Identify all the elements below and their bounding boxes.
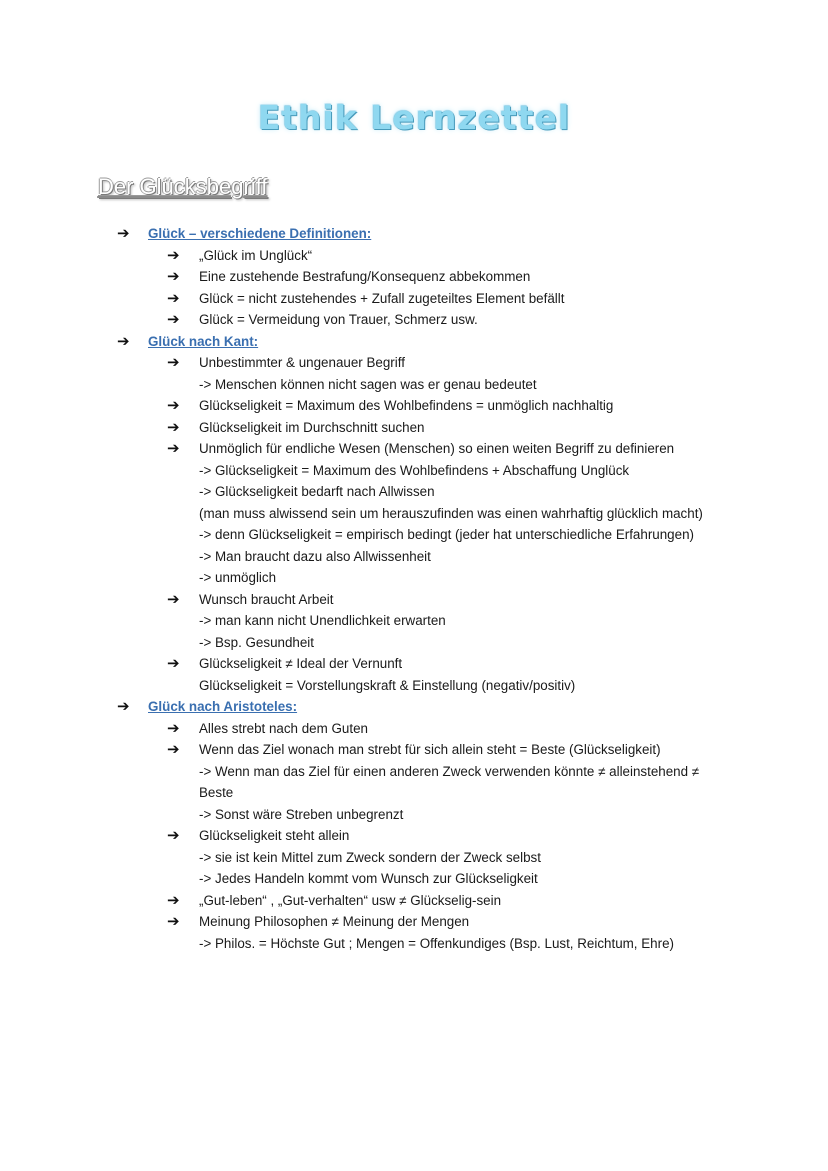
list-item-text: Eine zustehende Bestrafung/Konsequenz abbekommen: [199, 269, 531, 284]
list-item: [0, 890, 828, 912]
list-item: [0, 589, 828, 611]
list-item-text: Glückseligkeit = Maximum des Wohlbefindens = unmöglich nachhaltig: [199, 398, 614, 413]
arrow-right-icon: ➔: [167, 353, 180, 371]
list-item-text: -> Jedes Handeln kommt vom Wunsch zur Glückseligkeit: [199, 871, 538, 886]
arrow-right-icon: ➔: [167, 718, 180, 737]
list-item-text: Beste: [199, 785, 234, 800]
arrow-right-icon: ➔: [167, 396, 180, 414]
list-item-text: -> Glückseligkeit = Maximum des Wohlbefindens + Abschaffung Unglück: [199, 462, 630, 478]
list-item-text: -> Philos. = Höchste Gut ; Mengen = Offenkundiges (Bsp. Lust, Reichtum, Ehre): [199, 935, 674, 951]
list-item-text: -> Glückseligkeit bedarft nach Allwissen: [199, 484, 435, 499]
arrow-right-icon: ➔: [167, 826, 180, 844]
arrow-right-icon: ➔: [117, 331, 130, 350]
list-item-text: -> Man braucht dazu also Allwissenheit: [199, 548, 431, 564]
section-item: [0, 223, 828, 245]
arrow-right-icon: ➔: [117, 697, 130, 715]
list-item: [0, 288, 828, 310]
list-item: [0, 524, 828, 546]
list-item: [0, 417, 828, 439]
section-item: [0, 331, 828, 353]
list-item: [0, 911, 828, 933]
arrow-right-icon: ➔: [167, 439, 180, 457]
arrow-right-icon: ➔: [167, 310, 180, 328]
list-item: [0, 374, 828, 396]
list-item-text: -> Sonst wäre Streben unbegrenzt: [199, 806, 404, 822]
list-item-text: „Glück im Unglück“: [199, 247, 313, 263]
list-item: [0, 653, 828, 675]
list-item-text: Alles strebt nach dem Guten: [199, 720, 368, 736]
list-item: [0, 503, 828, 525]
arrow-right-icon: ➔: [167, 288, 180, 307]
arrow-right-icon: ➔: [167, 654, 180, 672]
list-item-text: „Gut-leben“ , „Gut-verhalten“ usw ≠ Glückselig-sein: [199, 892, 502, 908]
list-item: [0, 933, 828, 955]
list-item: [0, 782, 828, 804]
list-item: [0, 266, 828, 288]
list-item-text: Glückseligkeit ≠ Ideal der Vernunft: [199, 656, 403, 671]
list-item: [0, 718, 828, 740]
list-item-text: Glückseligkeit = Vorstellungskraft & Einstellung (negativ/positiv): [199, 677, 576, 693]
list-item-text: -> sie ist kein Mittel zum Zweck sondern der Zweck selbst: [199, 849, 541, 865]
arrow-right-icon: ➔: [167, 890, 180, 909]
arrow-right-icon: ➔: [117, 224, 130, 242]
list-item-text: Unmöglich für endliche Wesen (Menschen) so einen weiten Begriff zu definieren: [199, 441, 675, 456]
list-item-text: Glück = nicht zustehendes + Zufall zugeteiltes Element befällt: [199, 290, 565, 306]
arrow-right-icon: ➔: [167, 267, 180, 285]
list-item: [0, 395, 828, 417]
list-item: [0, 847, 828, 869]
list-item: [0, 610, 828, 632]
list-item-text: -> denn Glückseligkeit = empirisch bedingt (jeder hat unterschiedliche Erfahrungen): [199, 527, 694, 542]
list-item-text: -> Menschen können nicht sagen was er genau bedeutet: [199, 376, 537, 392]
list-item: [0, 460, 828, 482]
arrow-right-icon: ➔: [167, 245, 180, 264]
list-item-text: Unbestimmter & ungenauer Begriff: [199, 355, 405, 370]
list-item-text: Wunsch braucht Arbeit: [199, 591, 334, 607]
list-item-text: -> man kann nicht Unendlichkeit erwarten: [199, 613, 446, 628]
list-item: [0, 761, 828, 783]
notes-list: [0, 223, 828, 954]
list-item-text: Meinung Philosophen ≠ Meinung der Mengen: [199, 914, 470, 929]
section-item-label: Glück – verschiedene Definitionen:: [148, 226, 372, 241]
list-item: [0, 675, 828, 697]
arrow-right-icon: ➔: [167, 740, 180, 758]
list-item: [0, 804, 828, 826]
list-item-text: (man muss alwissend sein um herauszufinden was einen wahrhaftig glücklich macht): [199, 505, 703, 521]
list-item: [0, 739, 828, 761]
list-item: [0, 868, 828, 890]
arrow-right-icon: ➔: [167, 417, 180, 436]
list-item-text: -> Bsp. Gesundheit: [199, 634, 315, 650]
list-item: [0, 309, 828, 331]
list-item: [0, 567, 828, 589]
list-item-text: Glück = Vermeidung von Trauer, Schmerz usw.: [199, 312, 478, 327]
list-item-text: Glückseligkeit steht allein: [199, 828, 350, 843]
list-item: [0, 825, 828, 847]
list-item-text: Glückseligkeit im Durchschnitt suchen: [199, 419, 425, 435]
arrow-right-icon: ➔: [167, 589, 180, 608]
section-item-label: Glück nach Aristoteles:: [148, 699, 298, 714]
section-item-label: Glück nach Kant:: [148, 333, 259, 349]
list-item-text: -> Wenn man das Ziel für einen anderen Zweck verwenden könnte ≠ alleinstehend ≠: [199, 763, 700, 779]
list-item: [0, 546, 828, 568]
page-title: Ethik Lernzettel: [257, 98, 571, 137]
arrow-right-icon: ➔: [167, 912, 180, 930]
list-item: [0, 245, 828, 267]
list-item: [0, 481, 828, 503]
section-heading: Der Glücksbegriff: [98, 174, 268, 199]
list-item-text: -> unmöglich: [199, 570, 277, 585]
list-item: [0, 352, 828, 374]
list-item-text: Wenn das Ziel wonach man strebt für sich allein steht = Beste (Glückseligkeit): [199, 742, 661, 757]
section-item: [0, 696, 828, 718]
list-item: [0, 438, 828, 460]
list-item: [0, 632, 828, 654]
